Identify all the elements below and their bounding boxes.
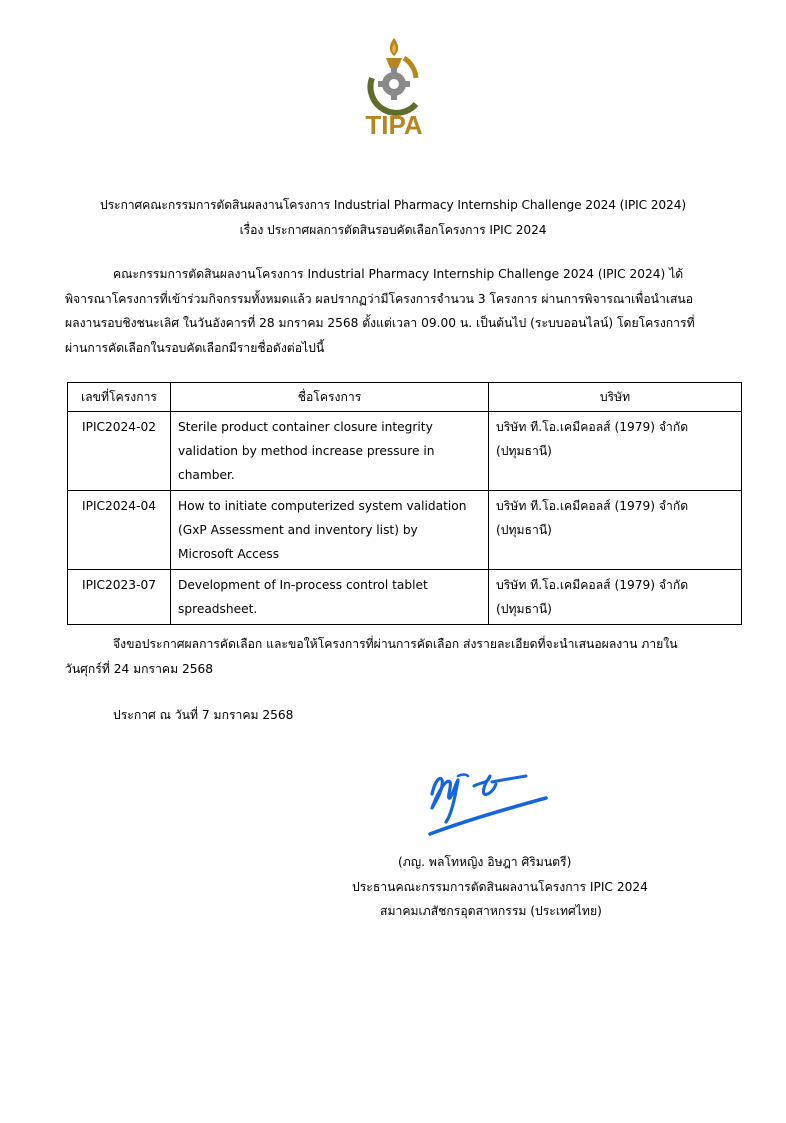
- table-row: [68, 570, 742, 625]
- header-project-id: เลขที่โครงการ: [68, 383, 171, 412]
- svg-text:TIPA: TIPA: [365, 110, 423, 140]
- company-line: (ปทุมธานี): [496, 602, 552, 616]
- project-name-line: (GxP Assessment and inventory list) by: [178, 523, 418, 537]
- header-company: บริษัท: [489, 383, 742, 412]
- project-id: IPIC2024-04: [68, 491, 171, 570]
- table-header-row: [68, 383, 742, 412]
- company-line: (ปทุมธานี): [496, 444, 552, 458]
- intro-paragraph: [65, 262, 725, 360]
- intro-line: ผ่านการคัดเลือกในรอบคัดเลือกมีรายชื่อดังต่อไปนี้: [65, 340, 325, 355]
- company: [489, 491, 742, 570]
- table-row: [68, 491, 742, 570]
- project-name-line: spreadsheet.: [178, 602, 258, 616]
- announcement-date: ประกาศ ณ วันที่ 7 มกราคม 2568: [113, 708, 294, 722]
- project-name-line: Sterile product container closure integrity: [178, 420, 433, 434]
- announcement-title: ประกาศคณะกรรมการตัดสินผลงานโครงการ Industrial Pharmacy Internship Challenge 2024 (IPIC 2024): [99, 198, 687, 212]
- project-id: IPIC2024-02: [68, 412, 171, 491]
- project-name: [171, 491, 489, 570]
- closing-line: จึงขอประกาศผลการคัดเลือก และขอให้โครงการที่ผ่านการคัดเลือก ส่งรายละเอียดที่จะนำเสนอผลงาน ภายใน: [113, 637, 678, 651]
- project-name: [171, 570, 489, 625]
- project-id: IPIC2023-07: [68, 570, 171, 625]
- signatory-position: ประธานคณะกรรมการตัดสินผลงานโครงการ IPIC 2024: [352, 880, 648, 894]
- project-name-line: Development of In-process control tablet: [178, 578, 428, 592]
- intro-line: พิจารณาโครงการที่เข้าร่วมกิจกรรมทั้งหมดแล้ว ผลปรากฏว่ามีโครงการจำนวน 3 โครงการ ผ่านการพิจารณาเพื่อนำเสนอ: [65, 291, 694, 306]
- signature-image: [422, 762, 554, 842]
- table-row: [68, 412, 742, 491]
- project-name-line: validation by method increase pressure in: [178, 444, 435, 458]
- signatory-name: (ภญ. พลโทหญิง อิษฎา ศิริมนตรี): [398, 855, 572, 869]
- company-line: บริษัท ที.โอ.เคมีคอลส์ (1979) จำกัด: [496, 578, 689, 592]
- company: [489, 570, 742, 625]
- tipa-logo: [352, 34, 436, 146]
- intro-line: ผลงานรอบชิงชนะเลิศ ในวันอังคารที่ 28 มกราคม 2568 ตั้งแต่เวลา 09.00 น. เป็นต้นไป (ระบบออนไลน์) โดยโครงการที่: [65, 316, 695, 330]
- project-name: [171, 412, 489, 491]
- intro-line: คณะกรรมการตัดสินผลงานโครงการ Industrial Pharmacy Internship Challenge 2024 (IPIC 2024) ได้: [113, 267, 684, 281]
- closing-line: วันศุกร์ที่ 24 มกราคม 2568: [65, 661, 214, 676]
- company-line: บริษัท ที.โอ.เคมีคอลส์ (1979) จำกัด: [496, 420, 689, 434]
- company: [489, 412, 742, 491]
- project-name-line: Microsoft Access: [178, 547, 280, 561]
- project-name-line: How to initiate computerized system validation: [178, 499, 467, 513]
- project-name-line: chamber.: [178, 468, 235, 482]
- announcement-subject: เรื่อง ประกาศผลการตัดสินรอบคัดเลือกโครงการ IPIC 2024: [239, 223, 547, 237]
- header-project-name: ชื่อโครงการ: [171, 383, 489, 412]
- signatory-organization: สมาคมเภสัชกรอุตสาหกรรม (ประเทศไทย): [380, 904, 602, 918]
- projects-table: [67, 382, 742, 625]
- company-line: บริษัท ที.โอ.เคมีคอลส์ (1979) จำกัด: [496, 499, 689, 513]
- closing-paragraph: [65, 632, 725, 681]
- company-line: (ปทุมธานี): [496, 523, 552, 537]
